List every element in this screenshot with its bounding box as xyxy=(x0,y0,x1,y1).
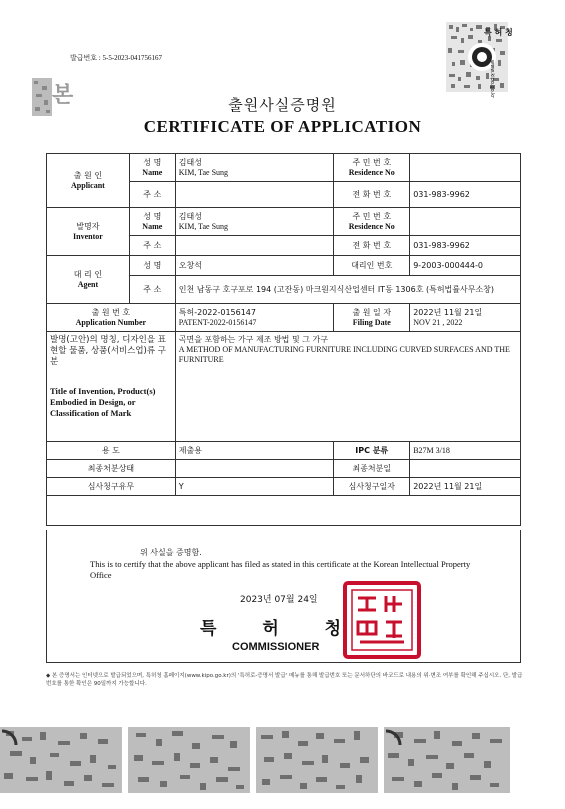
agent-name-label: 성 명 xyxy=(129,256,175,276)
applicant-phone: 031-983-9962 xyxy=(410,182,521,208)
barcode-2 xyxy=(128,727,250,793)
applicant-label: 출 원 인 Applicant xyxy=(47,154,130,208)
confirm-korean: 위 사실을 증명함. xyxy=(140,548,202,557)
exam-date: 2022년 11월 21일 xyxy=(410,478,521,496)
commissioner: COMMISSIONER xyxy=(232,641,320,653)
ipc-label: IPC 분류 xyxy=(334,442,410,460)
agent-name: 오창석 xyxy=(175,256,334,276)
final-status-label: 최종처분상태 xyxy=(47,460,176,478)
final-date xyxy=(410,460,521,478)
inventor-address-label: 주 소 xyxy=(129,236,175,256)
exam-date-label: 심사청구일자 xyxy=(334,478,410,496)
agent-address: 인천 남동구 호구포로 194 (고잔동) 마크원지식산업센터 IT동 1306호 (특허법률사무소창) xyxy=(175,276,520,304)
inventor-phone-label: 전 화 번 호 xyxy=(334,236,410,256)
title-korean: 출원사실증명원 xyxy=(228,96,337,114)
filing-date-label: 출 원 일 자 Filing Date xyxy=(334,304,410,332)
applicant-address-label: 주 소 xyxy=(129,182,175,208)
inventor-residence-label: 주 민 번 호 Residence No xyxy=(334,208,410,236)
application-number: 특허-2022-0156147 PATENT-2022-0156147 xyxy=(175,304,334,332)
barcode-1 xyxy=(0,727,122,793)
ipc: B27M 3/18 xyxy=(410,442,521,460)
applicant-name-label: 성 명 Name xyxy=(129,154,175,182)
qr-url: www.kipo.go.kr xyxy=(489,60,495,99)
application-number-label: 출 원 번 호 Application Number xyxy=(47,304,176,332)
inventor-address-value xyxy=(175,236,334,256)
final-date-label: 최종처분일 xyxy=(334,460,410,478)
agent-number: 9-2003-000444-0 xyxy=(410,256,521,276)
inventor-name: 김태성 KIM, Tae Sung xyxy=(175,208,334,236)
agent-address-label: 주 소 xyxy=(129,276,175,304)
exam-request-label: 심사청구유무 xyxy=(47,478,176,496)
applicant-name: 김태성 KIM, Tae Sung xyxy=(175,154,334,182)
footnote: ◆ 본 증명서는 인터넷으로 발급되었으며, 특허청 홈페이지(www.kipo.go.kr)의 '특허로-증명서 발급' 메뉴를 통해 발급번호 또는 문서하단의 바코드로 내용의 위·변조 여부를 확인해 주십시오. 단, 발급번호를 통한 확인은 90일까지 가능합니다. xyxy=(46,673,523,687)
inventor-phone: 031-983-9962 xyxy=(410,236,521,256)
inventor-name-label: 성 명 Name xyxy=(129,208,175,236)
agent-number-label: 대리인 번호 xyxy=(334,256,410,276)
title-english: CERTIFICATE OF APPLICATION xyxy=(143,117,422,136)
certificate-table xyxy=(46,153,521,526)
exam-request: Y xyxy=(175,478,334,496)
inventor-residence-value xyxy=(410,208,521,236)
invention-title-label: 발명(고안)의 명칭, 디자인을 표현할 물품, 상품(서비스업)류 구분 Title of Invention, Product(s) Embodied in Design, or Classification of Mark xyxy=(47,332,176,442)
applicant-address-value xyxy=(175,182,334,208)
issue-number: 발급번호 : 5-5-2023-041756167 xyxy=(70,54,162,62)
blank-row xyxy=(47,496,521,526)
applicant-residence-value xyxy=(410,154,521,182)
applicant-residence-label: 주 민 번 호 Residence No xyxy=(334,154,410,182)
invention-title: 곡면을 포함하는 가구 제조 방법 및 그 가구 A METHOD OF MANUFACTURING FURNITURE INCLUDING CURVED SURFACES AND THE FURNITURE xyxy=(175,332,520,442)
copy-mark: 본 xyxy=(52,83,74,108)
agent-label: 대 리 인 Agent xyxy=(47,256,130,304)
official-seal xyxy=(342,580,422,660)
qr-office-label: 특 허 청 xyxy=(484,28,513,37)
inventor-label: 발명자 Inventor xyxy=(47,208,130,256)
applicant-phone-label: 전 화 번 호 xyxy=(334,182,410,208)
usage-label: 용 도 xyxy=(47,442,176,460)
barcode-3 xyxy=(256,727,378,793)
barcode-4 xyxy=(384,727,510,793)
issue-date: 2023년 07월 24일 xyxy=(240,595,318,605)
final-status xyxy=(175,460,334,478)
office-name: 특 허 청 xyxy=(200,619,362,639)
usage: 제출용 xyxy=(175,442,334,460)
filing-date: 2022년 11월 21일 NOV 21 , 2022 xyxy=(410,304,521,332)
confirm-english: This is to certify that the above applicant has filed as stated in this certificate at the Korean Intellectual Property Office xyxy=(90,559,471,580)
